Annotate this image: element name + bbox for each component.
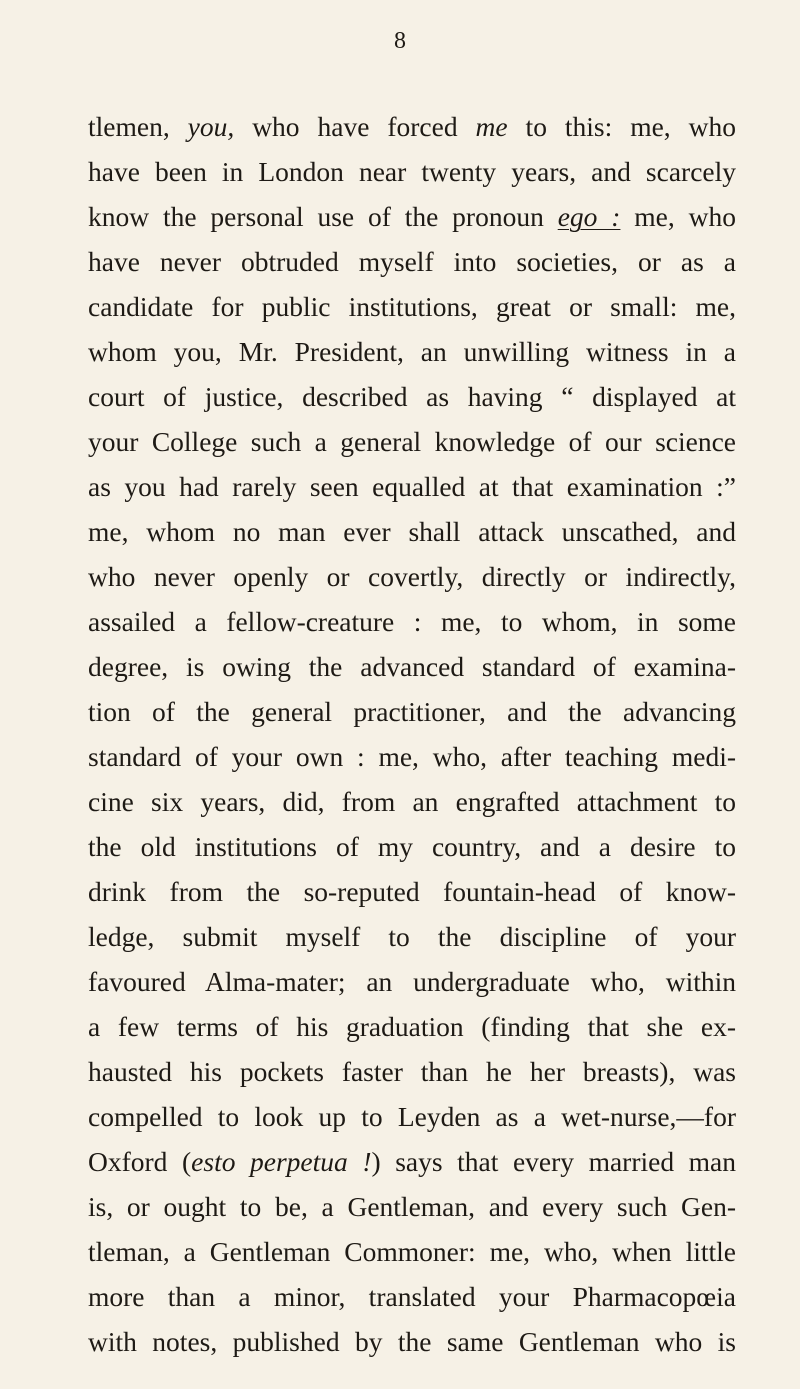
text-segment: with notes, published by the same Gentleman who is — [88, 1326, 736, 1357]
text-segment: compelled to look up to Leyden as a wet-nurse,—for — [88, 1101, 736, 1132]
text-segment: you, — [187, 111, 235, 142]
text-line — [88, 869, 736, 914]
text-line — [88, 554, 736, 599]
text-segment: standard of your own : me, who, after teaching medi- — [88, 741, 736, 772]
body-text — [88, 104, 736, 1364]
text-line — [88, 1049, 736, 1094]
text-segment: cine six years, did, from an engrafted attachment to — [88, 786, 736, 817]
text-segment: have never obtruded myself into societies, or as a — [88, 246, 736, 277]
text-segment: degree, is owing the advanced standard of examina- — [88, 651, 736, 682]
text-segment: whom you, Mr. President, an unwilling witness in a — [88, 336, 736, 367]
text-line — [88, 194, 736, 239]
text-segment: know the personal use of the pronoun — [88, 201, 558, 232]
text-segment: is, or ought to be, a Gentleman, and every such Gen- — [88, 1191, 736, 1222]
text-line — [88, 959, 736, 1004]
text-line — [88, 464, 736, 509]
text-segment: more than a minor, translated your Pharmacopœia — [88, 1281, 736, 1312]
text-line — [88, 1004, 736, 1049]
text-segment: me, who — [620, 201, 736, 232]
text-segment: ledge, submit myself to the discipline of your — [88, 921, 736, 952]
text-segment: favoured Alma-mater; an undergraduate who, within — [88, 966, 736, 997]
text-segment: ego : — [557, 201, 621, 232]
text-segment: who have forced — [234, 111, 476, 142]
text-line — [88, 149, 736, 194]
text-segment: Oxford ( — [88, 1146, 192, 1177]
text-segment: have been in London near twenty years, and scarcely — [88, 156, 736, 187]
text-segment: court of justice, described as having “ displayed at — [88, 381, 736, 412]
text-line — [88, 104, 736, 149]
text-line — [88, 914, 736, 959]
text-segment: assailed a fellow-creature : me, to whom, in some — [88, 606, 736, 637]
text-line — [88, 1139, 736, 1184]
text-line — [88, 1094, 736, 1139]
text-line — [88, 239, 736, 284]
text-segment: to this: me, who — [507, 111, 736, 142]
page-number: 8 — [394, 28, 406, 54]
text-segment: candidate for public institutions, great or small: me, — [88, 291, 736, 322]
text-segment: drink from the so-reputed fountain-head of know- — [88, 876, 736, 907]
text-segment: me, whom no man ever shall attack unscathed, and — [88, 516, 736, 547]
text-line — [88, 734, 736, 779]
text-line — [88, 689, 736, 734]
text-segment: esto perpetua ! — [191, 1146, 372, 1177]
text-line — [88, 284, 736, 329]
text-segment: the old institutions of my country, and a desire to — [88, 831, 736, 862]
text-segment: as you had rarely seen equalled at that examination :” — [88, 471, 736, 502]
text-line — [88, 419, 736, 464]
text-line — [88, 1274, 736, 1319]
text-segment: me — [475, 111, 508, 142]
text-line — [88, 374, 736, 419]
text-line — [88, 509, 736, 554]
text-line — [88, 644, 736, 689]
text-segment: who never openly or covertly, directly or indirectly, — [88, 561, 736, 592]
text-line — [88, 1184, 736, 1229]
text-segment: a few terms of his graduation (finding that she ex- — [88, 1011, 736, 1042]
text-segment: ) says that every married man — [371, 1146, 736, 1177]
text-line — [88, 779, 736, 824]
text-segment: tion of the general practitioner, and the advancing — [88, 696, 736, 727]
text-segment: hausted his pockets faster than he her breasts), was — [88, 1056, 736, 1087]
text-line — [88, 1319, 736, 1364]
text-line — [88, 599, 736, 644]
text-line — [88, 329, 736, 374]
text-line — [88, 1229, 736, 1274]
text-segment: tleman, a Gentleman Commoner: me, who, when little — [88, 1236, 736, 1267]
text-segment: your College such a general knowledge of our science — [88, 426, 736, 457]
text-segment: tlemen, — [88, 111, 188, 142]
text-line — [88, 824, 736, 869]
